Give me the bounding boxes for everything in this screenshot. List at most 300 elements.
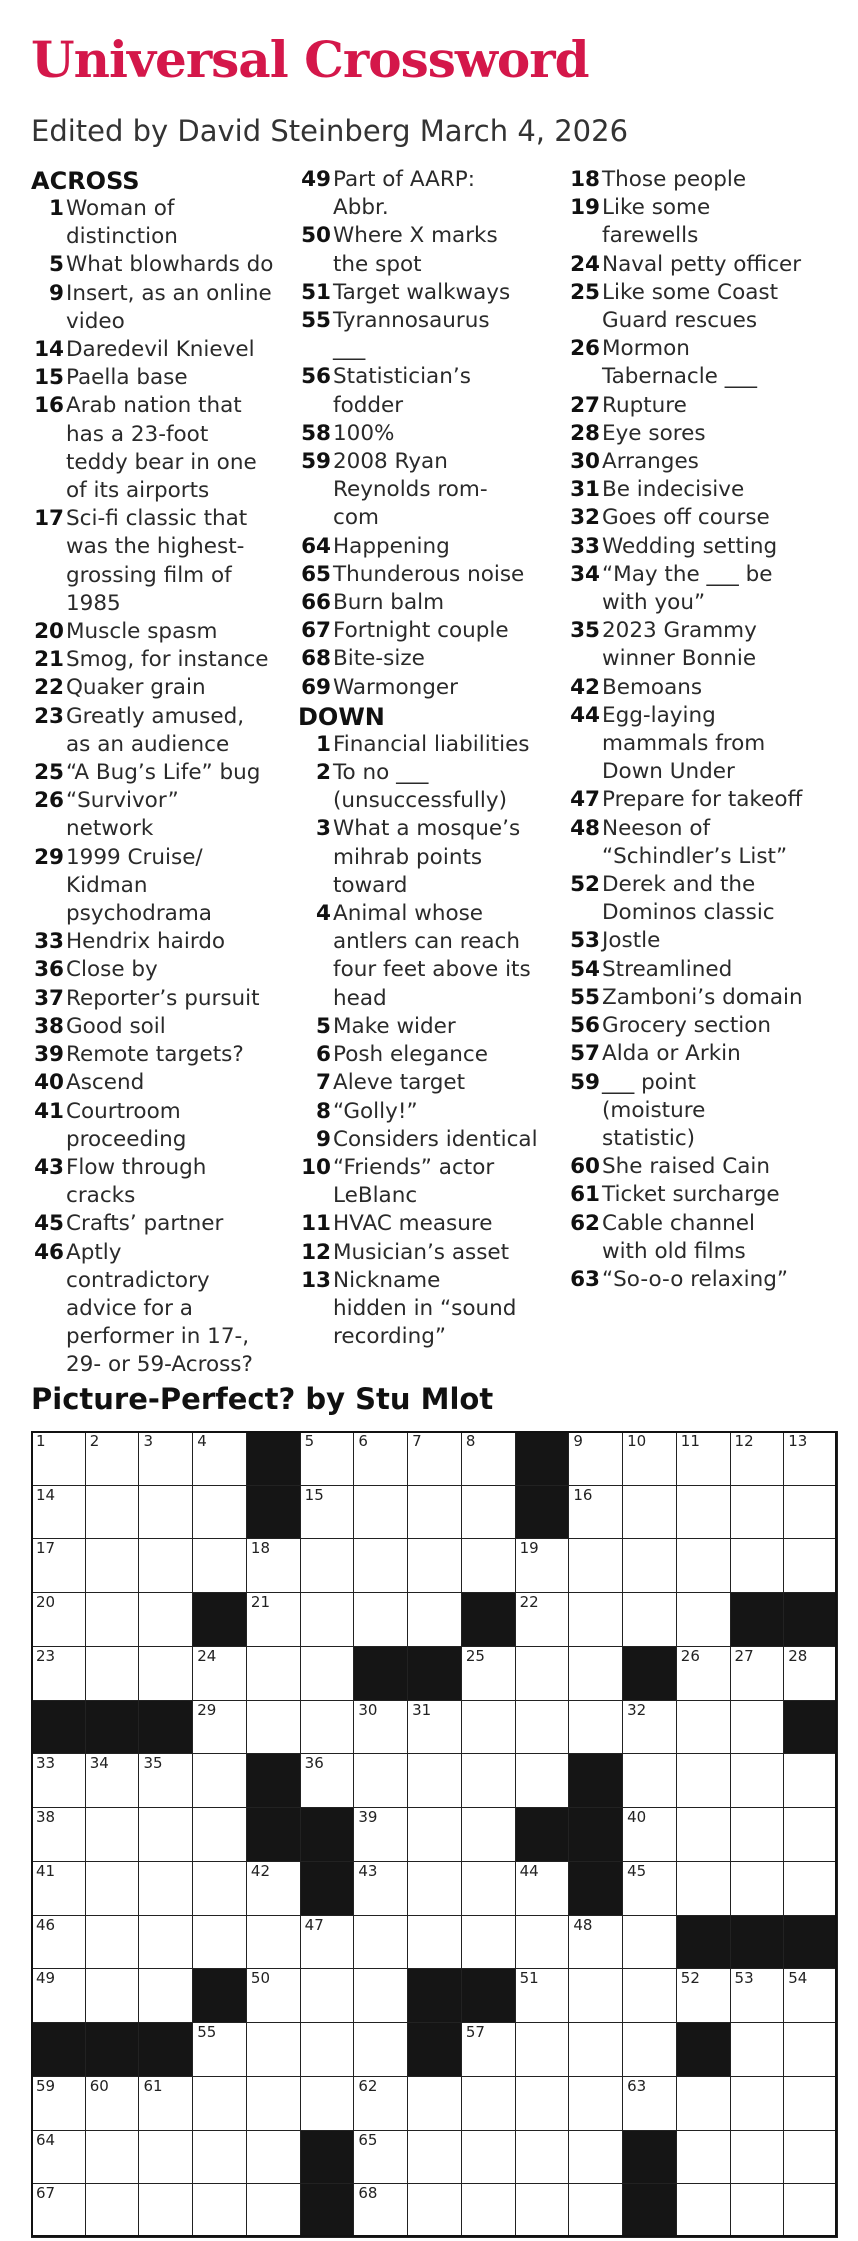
grid-cell[interactable] xyxy=(85,1915,140,1970)
grid-cell[interactable] xyxy=(407,1538,462,1593)
clue-item[interactable] xyxy=(31,618,293,646)
grid-cell[interactable] xyxy=(783,1968,838,2023)
grid-cell[interactable] xyxy=(676,2130,731,2185)
grid-cell[interactable] xyxy=(730,1753,785,1808)
clue-item[interactable] xyxy=(31,1013,293,1041)
grid-cell[interactable] xyxy=(246,2022,301,2077)
clue-item[interactable] xyxy=(298,900,560,1013)
clue-item[interactable] xyxy=(31,844,293,929)
grid-cell[interactable] xyxy=(192,1861,247,1916)
grid-cell[interactable] xyxy=(622,1485,677,1540)
grid-cell[interactable] xyxy=(31,1592,86,1647)
clue-text-line: Alda or Arkin xyxy=(602,1041,741,1067)
grid-cell[interactable] xyxy=(192,1646,247,1701)
clue-item[interactable] xyxy=(31,1154,293,1210)
clue-item[interactable] xyxy=(567,1210,829,1266)
grid-cell[interactable] xyxy=(568,2183,623,2238)
grid-cell[interactable] xyxy=(730,1861,785,1916)
grid-cell[interactable] xyxy=(622,1431,677,1486)
clue-item[interactable] xyxy=(567,335,829,391)
grid-cell[interactable] xyxy=(461,1700,516,1755)
grid-cell[interactable] xyxy=(676,1485,731,1540)
clue-item[interactable] xyxy=(31,364,293,392)
clue-text-line: was the highest- xyxy=(66,534,245,560)
grid-cell[interactable] xyxy=(622,1968,677,2023)
grid-cell[interactable] xyxy=(31,2183,86,2238)
clue-item[interactable] xyxy=(31,759,293,787)
grid-cell[interactable] xyxy=(353,1807,408,1862)
clue-item[interactable] xyxy=(567,561,829,617)
grid-cell[interactable] xyxy=(622,1538,677,1593)
clue-item[interactable] xyxy=(298,645,560,673)
grid-cell[interactable] xyxy=(138,2130,193,2185)
grid-cell[interactable] xyxy=(300,1538,355,1593)
clue-item[interactable] xyxy=(567,956,829,984)
grid-cell[interactable] xyxy=(300,1431,355,1486)
grid-cell[interactable] xyxy=(676,1646,731,1701)
grid-cell[interactable] xyxy=(31,1485,86,1540)
clue-item[interactable] xyxy=(567,533,829,561)
grid-cell[interactable] xyxy=(515,1592,570,1647)
grid-cell[interactable] xyxy=(515,2183,570,2238)
grid-cell[interactable] xyxy=(246,1646,301,1701)
grid-cell[interactable] xyxy=(31,1968,86,2023)
grid-cell[interactable] xyxy=(192,1915,247,1970)
clue-item[interactable] xyxy=(31,1210,293,1238)
clue-item[interactable] xyxy=(567,420,829,448)
clue-item[interactable] xyxy=(298,1239,560,1267)
grid-cell[interactable] xyxy=(730,2022,785,2077)
clue-item[interactable] xyxy=(567,194,829,250)
clue-item[interactable] xyxy=(298,1069,560,1097)
grid-cell[interactable] xyxy=(85,1592,140,1647)
clue-item[interactable] xyxy=(567,786,829,814)
grid-cell[interactable] xyxy=(461,1753,516,1808)
clue-text-line: advice for a xyxy=(66,1295,193,1321)
grid-cell[interactable] xyxy=(138,1431,193,1486)
grid-cell[interactable] xyxy=(192,2130,247,2185)
grid-cell[interactable] xyxy=(730,1700,785,1755)
clue-item[interactable] xyxy=(567,815,829,871)
clue-item[interactable] xyxy=(31,280,293,336)
clue-number: 41 xyxy=(34,1098,64,1124)
grid-cell[interactable] xyxy=(568,2022,623,2077)
grid-cell[interactable] xyxy=(192,2076,247,2131)
grid-cell[interactable] xyxy=(783,2130,838,2185)
grid-cell[interactable] xyxy=(300,1753,355,1808)
grid-cell[interactable] xyxy=(138,2183,193,2238)
clue-item[interactable] xyxy=(298,279,560,307)
grid-cell[interactable] xyxy=(730,1538,785,1593)
grid-cell[interactable] xyxy=(138,1753,193,1808)
grid-cell[interactable] xyxy=(783,1485,838,1540)
grid-cell[interactable] xyxy=(85,1968,140,2023)
grid-cell[interactable] xyxy=(407,1915,462,1970)
clue-text-line: Eye sores xyxy=(602,420,706,446)
clue-text-line: recording” xyxy=(333,1324,447,1350)
clue-item[interactable] xyxy=(298,1210,560,1238)
grid-cell[interactable] xyxy=(138,1646,193,1701)
grid-cell[interactable] xyxy=(461,2183,516,2238)
grid-cell[interactable] xyxy=(353,1592,408,1647)
grid-cell[interactable] xyxy=(31,1753,86,1808)
grid-cell[interactable] xyxy=(568,2130,623,2185)
grid-cell[interactable] xyxy=(407,1753,462,1808)
clue-item[interactable] xyxy=(567,392,829,420)
grid-cell[interactable] xyxy=(783,1538,838,1593)
clue-item[interactable] xyxy=(567,871,829,927)
grid-cell[interactable] xyxy=(783,1646,838,1701)
clue-item[interactable] xyxy=(31,674,293,702)
grid-cell[interactable] xyxy=(407,1592,462,1647)
cell-number: 3 xyxy=(143,1432,153,1450)
cell-number: 33 xyxy=(36,1754,56,1773)
grid-cell[interactable] xyxy=(515,2022,570,2077)
section-heading-across: ACROSS xyxy=(31,167,140,195)
grid-cell[interactable] xyxy=(300,1485,355,1540)
clue-item[interactable] xyxy=(567,1012,829,1040)
grid-cell[interactable] xyxy=(461,1646,516,1701)
clue-item[interactable] xyxy=(298,1041,560,1069)
clue-item[interactable] xyxy=(298,731,560,759)
clue-item[interactable] xyxy=(567,1153,829,1181)
grid-cell[interactable] xyxy=(676,2183,731,2238)
clue-number: 9 xyxy=(316,1126,331,1152)
clue-item[interactable] xyxy=(31,703,293,759)
grid-cell[interactable] xyxy=(353,1485,408,1540)
clue-item[interactable] xyxy=(298,815,560,900)
clue-item[interactable] xyxy=(298,674,560,702)
grid-cell[interactable] xyxy=(730,1807,785,1862)
clue-item[interactable] xyxy=(567,1266,829,1294)
grid-cell[interactable] xyxy=(192,1485,247,1540)
grid-cell[interactable] xyxy=(138,1592,193,1647)
clue-text-line: “So-o-o relaxing” xyxy=(602,1266,789,1292)
grid-cell[interactable] xyxy=(783,1861,838,1916)
grid-cell[interactable] xyxy=(246,1700,301,1755)
clue-item[interactable] xyxy=(298,166,560,222)
clue-item[interactable] xyxy=(298,1126,560,1154)
clue-number: 25 xyxy=(570,279,600,305)
grid-cell[interactable] xyxy=(676,1431,731,1486)
clue-text-line: Like some xyxy=(602,195,711,221)
clue-item[interactable] xyxy=(298,617,560,645)
clue-number: 49 xyxy=(301,167,331,192)
grid-cell[interactable] xyxy=(622,2022,677,2077)
grid-cell[interactable] xyxy=(300,2022,355,2077)
cell-number: 1 xyxy=(36,1432,46,1450)
grid-cell[interactable] xyxy=(622,1592,677,1647)
grid-cell[interactable] xyxy=(31,1646,86,1701)
grid-cell[interactable] xyxy=(461,2022,516,2077)
grid-cell[interactable] xyxy=(622,2076,677,2131)
grid-cell[interactable] xyxy=(85,1538,140,1593)
grid-cell[interactable] xyxy=(730,1646,785,1701)
clue-item[interactable] xyxy=(31,787,293,843)
grid-cell[interactable] xyxy=(676,1753,731,1808)
grid-cell[interactable] xyxy=(515,1915,570,1970)
grid-cell[interactable] xyxy=(31,2076,86,2131)
grid-cell[interactable] xyxy=(676,1861,731,1916)
clue-item[interactable] xyxy=(31,1239,293,1380)
grid-cell[interactable] xyxy=(85,2183,140,2238)
grid-cell[interactable] xyxy=(568,1915,623,1970)
clue-item[interactable] xyxy=(298,420,560,448)
grid-cell[interactable] xyxy=(353,1700,408,1755)
grid-cell[interactable] xyxy=(461,2076,516,2131)
clue-item[interactable] xyxy=(567,251,829,279)
grid-cell[interactable] xyxy=(300,1968,355,2023)
grid-cell[interactable] xyxy=(730,2130,785,2185)
clue-item[interactable] xyxy=(567,1181,829,1209)
clue-text-line: Hendrix hairdo xyxy=(66,929,226,955)
grid-cell[interactable] xyxy=(783,1807,838,1862)
grid-cell[interactable] xyxy=(515,1700,570,1755)
grid-cell[interactable] xyxy=(461,1861,516,1916)
clue-item[interactable] xyxy=(567,984,829,1012)
grid-cell[interactable] xyxy=(353,1915,408,1970)
grid-cell[interactable] xyxy=(676,1807,731,1862)
grid-cell[interactable] xyxy=(300,2076,355,2131)
grid-cell[interactable] xyxy=(515,1538,570,1593)
grid-cell[interactable] xyxy=(407,1700,462,1755)
grid-cell[interactable] xyxy=(622,1861,677,1916)
grid-cell[interactable] xyxy=(138,1538,193,1593)
clue-number: 50 xyxy=(301,223,331,249)
grid-cell[interactable] xyxy=(31,1861,86,1916)
clue-item[interactable] xyxy=(298,1154,560,1210)
grid-cell[interactable] xyxy=(246,2076,301,2131)
clue-item[interactable] xyxy=(298,222,560,278)
grid-cell[interactable] xyxy=(407,2076,462,2131)
grid-cell[interactable] xyxy=(353,1431,408,1486)
grid-cell[interactable] xyxy=(138,1968,193,2023)
grid-cell[interactable] xyxy=(138,1915,193,1970)
grid-cell[interactable] xyxy=(31,2130,86,2185)
grid-cell[interactable] xyxy=(407,2130,462,2185)
grid-cell[interactable] xyxy=(783,2022,838,2077)
grid-cell[interactable] xyxy=(300,1646,355,1701)
grid-cell[interactable] xyxy=(31,1807,86,1862)
grid-cell[interactable] xyxy=(407,2183,462,2238)
grid-cell[interactable] xyxy=(85,2076,140,2131)
grid-cell[interactable] xyxy=(515,1968,570,2023)
clue-item[interactable] xyxy=(31,336,293,364)
clue-item[interactable] xyxy=(31,1069,293,1097)
grid-cell[interactable] xyxy=(461,1485,516,1540)
clue-item[interactable] xyxy=(567,617,829,673)
clue-number: 31 xyxy=(570,477,600,503)
clue-text-line: four feet above its xyxy=(333,957,531,983)
grid-cell[interactable] xyxy=(192,1431,247,1486)
grid-cell[interactable] xyxy=(676,1592,731,1647)
clue-item[interactable] xyxy=(298,448,560,533)
grid-cell[interactable] xyxy=(730,2183,785,2238)
grid-cell[interactable] xyxy=(568,1592,623,1647)
clue-item[interactable] xyxy=(298,561,560,589)
grid-cell[interactable] xyxy=(31,1431,86,1486)
clue-text-line: 29- or 59-Across? xyxy=(66,1352,253,1378)
clue-item[interactable] xyxy=(31,195,293,251)
grid-cell[interactable] xyxy=(568,2076,623,2131)
clue-item[interactable] xyxy=(567,702,829,787)
grid-cell[interactable] xyxy=(568,1646,623,1701)
grid-block xyxy=(300,1861,355,1916)
grid-cell[interactable] xyxy=(246,1592,301,1647)
grid-cell[interactable] xyxy=(85,1485,140,1540)
grid-cell[interactable] xyxy=(138,1485,193,1540)
clue-number: 58 xyxy=(301,420,331,446)
grid-cell[interactable] xyxy=(192,1538,247,1593)
clue-item[interactable] xyxy=(31,956,293,984)
grid-cell[interactable] xyxy=(783,1753,838,1808)
grid-cell[interactable] xyxy=(192,2183,247,2238)
grid-cell[interactable] xyxy=(676,2076,731,2131)
grid-cell[interactable] xyxy=(85,1807,140,1862)
grid-cell[interactable] xyxy=(353,1538,408,1593)
clue-item[interactable] xyxy=(31,985,293,1013)
grid-cell[interactable] xyxy=(783,1431,838,1486)
grid-cell[interactable] xyxy=(622,1915,677,1970)
grid-cell[interactable] xyxy=(461,2130,516,2185)
grid-cell[interactable] xyxy=(730,1485,785,1540)
clue-item[interactable] xyxy=(298,363,560,419)
grid-cell[interactable] xyxy=(515,1861,570,1916)
grid-cell[interactable] xyxy=(461,1915,516,1970)
grid-cell[interactable] xyxy=(353,1968,408,2023)
grid-cell[interactable] xyxy=(353,2130,408,2185)
grid-cell[interactable] xyxy=(85,1753,140,1808)
cell-number: 40 xyxy=(627,1808,647,1827)
clue-text-line: Crafts’ partner xyxy=(66,1211,224,1237)
grid-cell[interactable] xyxy=(353,1861,408,1916)
clue-item[interactable] xyxy=(567,927,829,955)
grid-cell[interactable] xyxy=(31,1538,86,1593)
clue-item[interactable] xyxy=(567,504,829,532)
grid-cell[interactable] xyxy=(192,1753,247,1808)
grid-cell[interactable] xyxy=(407,1861,462,1916)
grid-cell[interactable] xyxy=(192,2022,247,2077)
cell-number: 4 xyxy=(197,1432,207,1450)
grid-cell[interactable] xyxy=(515,1753,570,1808)
grid-cell[interactable] xyxy=(407,1431,462,1486)
grid-cell[interactable] xyxy=(568,1700,623,1755)
grid-cell[interactable] xyxy=(246,2130,301,2185)
grid-cell[interactable] xyxy=(246,1915,301,1970)
grid-cell[interactable] xyxy=(85,1646,140,1701)
grid-cell[interactable] xyxy=(676,1538,731,1593)
grid-cell[interactable] xyxy=(138,1861,193,1916)
grid-cell[interactable] xyxy=(246,1861,301,1916)
clue-item[interactable] xyxy=(31,392,293,505)
grid-block xyxy=(407,2022,462,2077)
grid-cell[interactable] xyxy=(461,1807,516,1862)
clue-item[interactable] xyxy=(31,505,293,618)
grid-cell[interactable] xyxy=(192,1807,247,1862)
grid-cell[interactable] xyxy=(783,2183,838,2238)
clue-item[interactable] xyxy=(298,589,560,617)
grid-cell[interactable] xyxy=(461,1538,516,1593)
grid-cell[interactable] xyxy=(676,1700,731,1755)
clue-item[interactable] xyxy=(567,1069,829,1154)
grid-cell[interactable] xyxy=(622,1753,677,1808)
clue-text-line: Considers identical xyxy=(333,1126,538,1152)
grid-cell[interactable] xyxy=(85,1431,140,1486)
clue-item[interactable] xyxy=(567,448,829,476)
grid-cell[interactable] xyxy=(85,1861,140,1916)
grid-cell[interactable] xyxy=(568,1538,623,1593)
grid-cell[interactable] xyxy=(192,1700,247,1755)
grid-cell[interactable] xyxy=(407,1485,462,1540)
grid-cell[interactable] xyxy=(461,1431,516,1486)
clue-item[interactable] xyxy=(567,674,829,702)
grid-cell[interactable] xyxy=(353,2076,408,2131)
grid-cell[interactable] xyxy=(568,1431,623,1486)
clue-item[interactable] xyxy=(31,1098,293,1154)
grid-cell[interactable] xyxy=(246,1538,301,1593)
grid-cell[interactable] xyxy=(676,1968,731,2023)
grid-cell[interactable] xyxy=(407,1807,462,1862)
grid-cell[interactable] xyxy=(353,1753,408,1808)
grid-cell[interactable] xyxy=(353,2183,408,2238)
cell-number: 14 xyxy=(36,1485,56,1504)
clue-item[interactable] xyxy=(31,928,293,956)
clue-item[interactable] xyxy=(298,1098,560,1126)
grid-cell[interactable] xyxy=(622,1700,677,1755)
clue-item[interactable] xyxy=(31,251,293,279)
grid-cell[interactable] xyxy=(622,1807,677,1862)
clue-item[interactable] xyxy=(31,1041,293,1069)
grid-cell[interactable] xyxy=(515,2130,570,2185)
grid-cell[interactable] xyxy=(246,2183,301,2238)
grid-cell[interactable] xyxy=(730,1431,785,1486)
grid-cell[interactable] xyxy=(300,1915,355,1970)
grid-cell[interactable] xyxy=(515,2076,570,2131)
crossword-grid[interactable] xyxy=(31,1431,837,2237)
grid-cell[interactable] xyxy=(138,2076,193,2131)
grid-cell[interactable] xyxy=(31,1915,86,1970)
grid-cell[interactable] xyxy=(246,1968,301,2023)
grid-cell[interactable] xyxy=(783,2076,838,2131)
grid-cell[interactable] xyxy=(568,1968,623,2023)
grid-cell[interactable] xyxy=(730,1968,785,2023)
cell-number: 9 xyxy=(573,1432,583,1450)
grid-cell[interactable] xyxy=(353,2022,408,2077)
clue-number: 1 xyxy=(49,196,64,221)
grid-cell[interactable] xyxy=(568,1485,623,1540)
grid-cell[interactable] xyxy=(300,1592,355,1647)
cell-number: 11 xyxy=(680,1432,700,1450)
clue-item[interactable] xyxy=(567,476,829,504)
cell-number: 59 xyxy=(36,2076,56,2095)
clue-item[interactable] xyxy=(31,646,293,674)
grid-cell[interactable] xyxy=(515,1646,570,1701)
grid-cell[interactable] xyxy=(300,1700,355,1755)
clue-item[interactable] xyxy=(298,1013,560,1041)
grid-cell[interactable] xyxy=(138,1807,193,1862)
clue-item[interactable] xyxy=(567,279,829,335)
clue-item[interactable] xyxy=(567,166,829,194)
clue-item[interactable] xyxy=(298,759,560,815)
grid-cell[interactable] xyxy=(730,2076,785,2131)
clue-item[interactable] xyxy=(298,1267,560,1352)
clue-text-line: Bite-size xyxy=(333,646,425,672)
grid-cell[interactable] xyxy=(85,2130,140,2185)
clue-item[interactable] xyxy=(567,1040,829,1068)
clue-item[interactable] xyxy=(298,533,560,561)
clue-item[interactable] xyxy=(298,307,560,363)
clue-number: 51 xyxy=(301,279,331,305)
